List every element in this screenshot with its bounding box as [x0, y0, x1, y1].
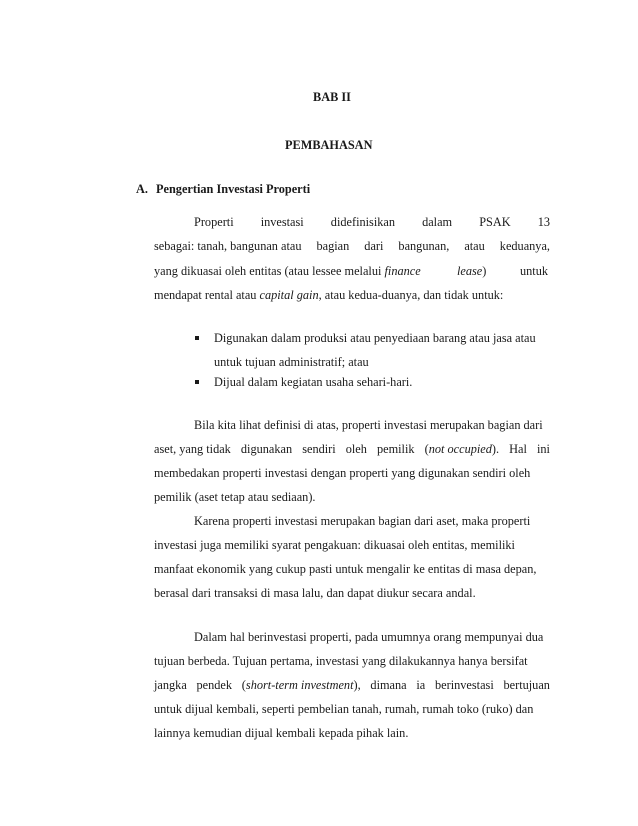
word: sebagai: tanah, bangunan atau — [154, 239, 302, 253]
paragraph-4-line-3 — [154, 678, 550, 693]
bullet-marker — [195, 380, 199, 384]
paragraph-3-line-1: Karena properti investasi merupakan bagian dari aset, maka properti — [194, 514, 531, 528]
word: dari — [364, 239, 384, 253]
paragraph-4-line-4: untuk dijual kembali, seperti pembelian tanah, rumah, rumah toko (ruko) dan — [154, 702, 534, 716]
word: Properti — [194, 215, 234, 229]
word: Hal — [509, 442, 527, 456]
word: ini — [536, 442, 550, 456]
paragraph-2-line-4: pemilik (aset tetap atau sediaan). — [154, 490, 316, 504]
word: digunakan — [240, 442, 293, 456]
word: dalam — [422, 215, 453, 229]
bullet-1-line-1: Digunakan dalam produksi atau penyediaan barang atau jasa atau — [214, 331, 536, 345]
word: PSAK — [479, 215, 511, 229]
paragraph-1-line-4: mendapat rental atau capital gain, atau kedua-duanya, dan tidak untuk: — [154, 288, 504, 302]
word: 13 — [537, 215, 550, 229]
word: keduanya, — [499, 239, 550, 253]
word: investasi — [260, 215, 304, 229]
bullet-marker — [195, 336, 199, 340]
paragraph-4-line-1: Dalam hal berinvestasi properti, pada umumnya orang mempunyai dua — [194, 630, 544, 644]
paragraph-4-line-5: lainnya kemudian dijual kembali kepada pihak lain. — [154, 726, 409, 740]
word: pemilik — [376, 442, 415, 456]
chapter-heading: BAB II — [313, 90, 351, 104]
word: sendiri — [302, 442, 336, 456]
paragraph-1-line-3a: yang dikuasai oleh entitas (atau lessee melalui finance — [154, 264, 421, 278]
word: dimana — [370, 678, 407, 692]
paragraph-3-line-2: investasi juga memiliki syarat pengakuan: dikuasai oleh entitas, memiliki — [154, 538, 515, 552]
bullet-1-line-2: untuk tujuan administratif; atau — [214, 355, 369, 369]
word: didefinisikan — [330, 215, 396, 229]
italic-term: finance — [384, 264, 421, 278]
paragraph-1-line-2 — [154, 239, 550, 254]
italic-phrase: (short-term investment), — [241, 678, 361, 692]
word: aset, yang tidak — [154, 442, 231, 456]
word: oleh — [345, 442, 367, 456]
word: pendek — [196, 678, 233, 692]
italic-term: lease — [457, 264, 483, 278]
word: bertujuan — [503, 678, 550, 692]
paragraph-1-line-3c: untuk — [520, 264, 549, 278]
paragraph-3-line-4: berasal dari transaksi di masa lalu, dan dapat diukur secara andal. — [154, 586, 476, 600]
word: bagian — [316, 239, 350, 253]
word: berinvestasi — [435, 678, 494, 692]
word: bangunan, — [398, 239, 450, 253]
paragraph-4-line-2: tujuan berbeda. Tujuan pertama, investasi yang dilakukannya hanya bersifat — [154, 654, 528, 668]
word: jangka — [154, 678, 187, 692]
paragraph-2-line-2 — [154, 442, 550, 457]
paragraph-3-line-3: manfaat ekonomik yang cukup pasti untuk mengalir ke entitas di masa depan, — [154, 562, 537, 576]
chapter-title: PEMBAHASAN — [285, 138, 373, 152]
paragraph-2-line-3: membedakan properti investasi dengan properti yang digunakan sendiri oleh — [154, 466, 531, 480]
section-title: Pengertian Investasi Properti — [156, 182, 311, 196]
bullet-2: Dijual dalam kegiatan usaha sehari-hari. — [214, 375, 413, 389]
word: ia — [416, 678, 426, 692]
section-marker: A. — [136, 182, 148, 196]
italic-term: capital gain — [259, 288, 319, 302]
paragraph-1-line-3b: lease) — [457, 264, 487, 278]
italic-phrase: (not occupied). — [424, 442, 500, 456]
paragraph-2-line-1: Bila kita lihat definisi di atas, properti investasi merupakan bagian dari — [194, 418, 543, 432]
word: atau — [464, 239, 485, 253]
paragraph-1-line-1 — [194, 215, 550, 230]
